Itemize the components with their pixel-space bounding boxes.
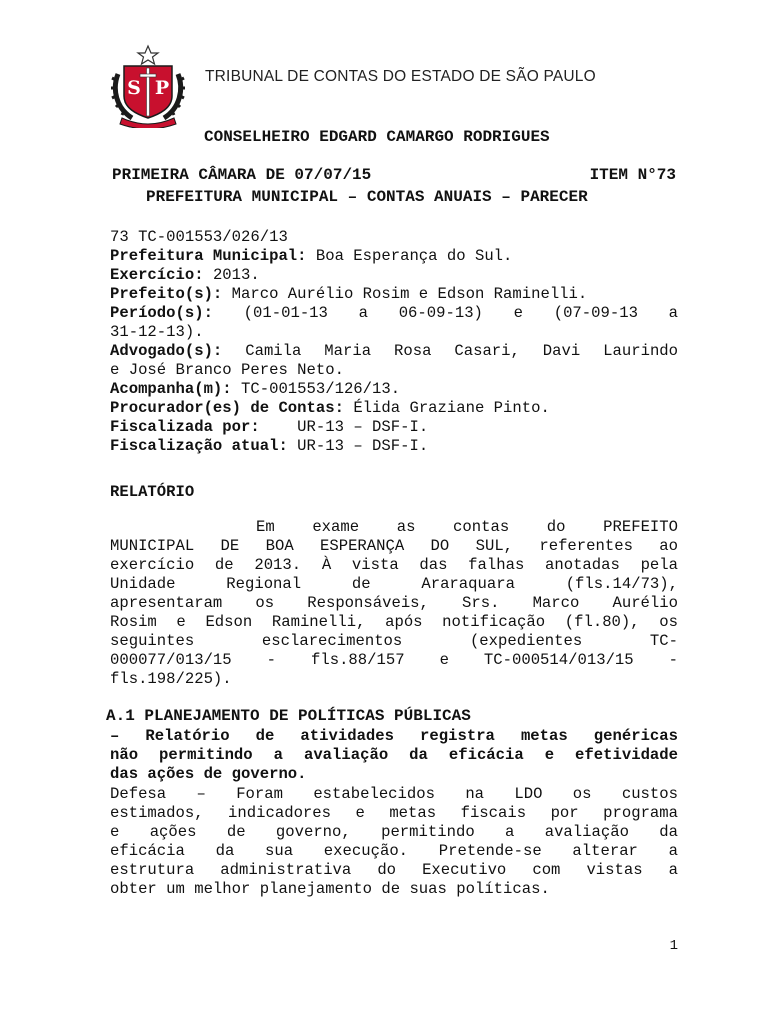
prefeitos-value: Marco Aurélio Rosim e Edson Raminelli.	[231, 285, 588, 303]
paragraph-line: MUNICIPAL DE BOA ESPERANÇA DO SUL, referentes ao	[110, 537, 678, 555]
item-number: ITEM N°73	[589, 166, 676, 184]
exercicio-value: 2013.	[212, 266, 260, 284]
exercicio-row	[110, 266, 678, 285]
advogados-value-line2: e José Branco Peres Neto.	[110, 361, 344, 379]
fiscalizacao-row	[110, 437, 678, 456]
finding-line: não permitindo a avaliação da eficácia e efetividade	[110, 746, 678, 764]
prefeitos-label: Prefeito(s):	[110, 285, 223, 303]
procurador-label: Procurador(es) de Contas:	[110, 399, 344, 417]
paragraph-line: Unidade Regional de Araraquara (fls.14/73),	[110, 575, 678, 593]
procurador-value: Élida Graziane Pinto.	[353, 399, 550, 417]
periodo-value-line2: 31-12-13).	[110, 323, 204, 341]
paragraph-line: seguintes esclarecimentos (expedientes TC-	[110, 632, 678, 650]
acompanha-value: TC-001553/126/13.	[241, 380, 401, 398]
prefeitos-row	[110, 285, 678, 304]
document-subject: PREFEITURA MUNICIPAL – CONTAS ANUAIS – PARECER	[146, 188, 588, 206]
advogados-row	[110, 342, 678, 361]
defesa-line: obter um melhor planejamento de suas políticas.	[110, 880, 550, 898]
acompanha-row	[110, 380, 678, 399]
section-a1-heading: A.1 PLANEJAMENTO DE POLÍTICAS PÚBLICAS	[106, 707, 471, 725]
case-info	[110, 228, 678, 456]
defesa-line: eficácia da sua execução. Pretende-se alterar a	[110, 842, 678, 860]
finding-line: das ações de governo.	[110, 765, 307, 783]
paragraph-line: Em exame as contas do PREFEITO	[256, 518, 678, 536]
fiscalizada-value: UR-13 – DSF-I.	[297, 418, 429, 436]
finding-line: – Relatório de atividades registra metas genéricas	[110, 727, 678, 745]
fiscalizada-row	[110, 418, 678, 437]
procurador-row	[110, 399, 678, 418]
fiscalizada-label: Fiscalizada por:	[110, 418, 260, 436]
paragraph-line: apresentaram os Responsáveis, Srs. Marco Aurélio	[110, 594, 678, 612]
relatorio-paragraph	[110, 518, 678, 689]
fiscalizacao-label: Fiscalização atual:	[110, 437, 288, 455]
paragraph-line: exercício de 2013. À vista das falhas anotadas pela	[110, 556, 678, 574]
defesa-line: Defesa – Foram estabelecidos na LDO os custos	[110, 785, 678, 803]
periodo-label: Período(s):	[110, 304, 213, 322]
defesa-line: estrutura administrativa do Executivo com vistas a	[110, 861, 678, 879]
prefeitura-value: Boa Esperança do Sul.	[315, 247, 513, 265]
process-number: 73 TC-001553/026/13	[110, 228, 288, 246]
defesa-line: e ações de governo, permitindo a avaliação da	[110, 823, 678, 841]
defesa-line: estimados, indicadores e metas fiscais por programa	[110, 804, 678, 822]
paragraph-line: 000077/013/15 - fls.88/157 e TC-000514/013/15 -	[110, 651, 678, 669]
svg-text:P: P	[154, 77, 170, 99]
periodo-row	[110, 304, 678, 323]
exercicio-label: Exercício:	[110, 266, 204, 284]
fiscalizacao-value: UR-13 – DSF-I.	[297, 437, 429, 455]
councilor-name: CONSELHEIRO EDGARD CAMARGO RODRIGUES	[204, 128, 550, 146]
periodo-value-line1: (01-01-13 a 06-09-13) e (07-09-13 a	[243, 304, 679, 322]
relatorio-heading: RELATÓRIO	[110, 483, 195, 501]
paragraph-line: Rosim e Edson Raminelli, após notificação (fl.80), os	[110, 613, 678, 631]
section-a1-defesa	[110, 785, 678, 899]
advogados-value-line1: Camila Maria Rosa Casari, Davi Laurindo	[245, 342, 679, 360]
page-number: 1	[669, 938, 678, 954]
prefeitura-row	[110, 247, 678, 266]
sp-coat-of-arms-icon	[110, 44, 186, 128]
advogados-label: Advogado(s):	[110, 342, 223, 360]
prefeitura-label: Prefeitura Municipal:	[110, 247, 307, 265]
section-a1-finding	[110, 727, 678, 784]
svg-text:S: S	[127, 77, 141, 99]
acompanha-label: Acompanha(m):	[110, 380, 232, 398]
org-name: TRIBUNAL DE CONTAS DO ESTADO DE SÃO PAULO	[205, 68, 596, 85]
chamber-date: PRIMEIRA CÂMARA DE 07/07/15	[112, 166, 372, 184]
paragraph-line: fls.198/225).	[110, 670, 232, 688]
